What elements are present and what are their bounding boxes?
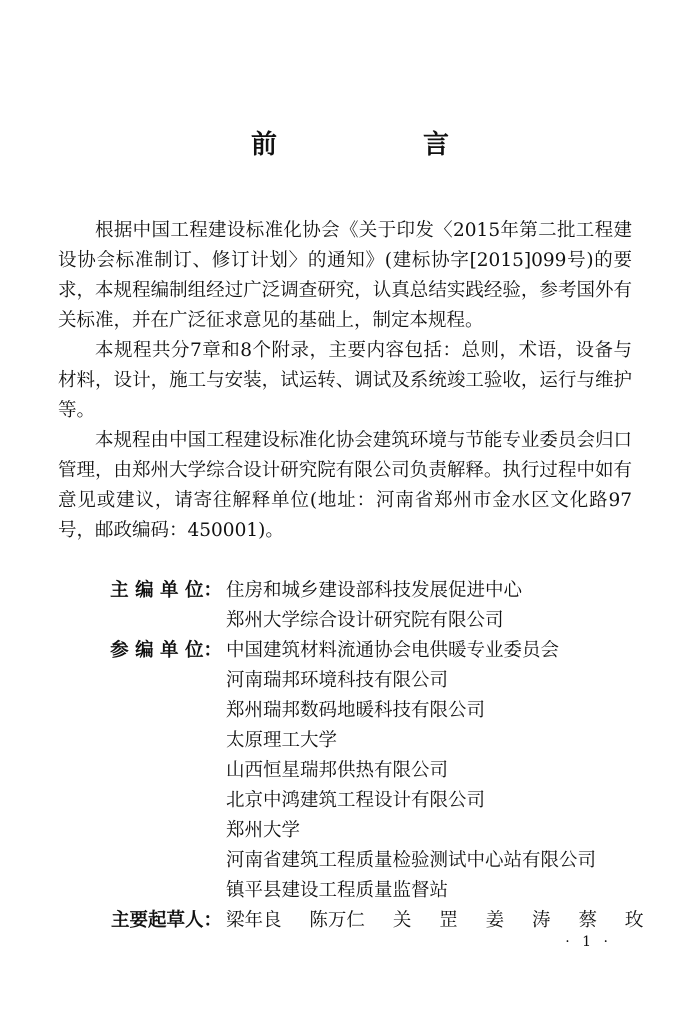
participating-units-list [226,636,658,906]
drafter-name: 涛 [532,910,551,931]
drafters-label: 主要起草人： [110,910,222,931]
drafter-name: 蔡 [578,910,597,931]
units-section [58,576,658,936]
drafters-list [226,906,665,936]
drafter-name: 姜 [485,910,505,931]
list-item: 郑州大学 [226,820,301,841]
drafter-name: 陈万仁 [309,910,365,931]
chief-units [58,576,658,636]
drafter-name: 罡 [439,910,458,931]
paragraph-management: 本规程由中国工程建设标准化协会建筑环境与节能专业委员会归口管理，由郑州大学综合设计研究院有限公司负责解释。执行过程中如有意见或建议，请寄往解释单位(地址：河南省郑州市金水区文化路97号，邮政编码：450001)。 [58,430,632,541]
list-item: 北京中鸿建筑工程设计有限公司 [226,790,486,811]
participating-units [58,636,658,906]
list-item: 住房和城乡建设部科技发展促进中心 [226,580,523,601]
page-title: 前 言 [250,130,509,160]
list-item: 山西恒星瑞邦供热有限公司 [226,760,449,781]
drafter-name: 梁年良 [226,910,282,931]
drafter-name: 关 [392,910,412,931]
participating-units-label: 参 编 单 位： [110,640,222,661]
paragraph-contents: 本规程共分7章和8个附录，主要内容包括：总则，术语，设备与材料，设计，施工与安装，试运转、调试及系统竣工验收，运行与维护等。 [58,340,632,421]
paragraph-basis: 根据中国工程建设标准化协会《关于印发〈2015年第二批工程建设协会标准制订、修订计划〉的通知》(建标协字[2015]099号)的要求，本规程编制组经过广泛调查研究，认真总结实践经验，参考国外有关标准，并在广泛征求意见的基础上，制定本规程。 [58,220,632,331]
chief-units-list [226,576,658,636]
list-item: 河南省建筑工程质量检验测试中心站有限公司 [226,850,597,871]
list-item: 郑州瑞邦数码地暖科技有限公司 [226,700,486,721]
page-number: · 1 · [565,934,612,950]
preface-body [58,216,632,546]
list-item: 中国建筑材料流通协会电供暖专业委员会 [226,640,560,661]
list-item: 镇平县建设工程质量监督站 [226,880,449,901]
drafter-name: 玫 [624,910,644,931]
drafters [58,906,658,936]
list-item: 郑州大学综合设计研究院有限公司 [226,610,504,631]
list-item: 太原理工大学 [226,730,338,751]
chief-units-label: 主 编 单 位： [110,580,222,601]
list-item: 河南瑞邦环境科技有限公司 [226,670,449,691]
